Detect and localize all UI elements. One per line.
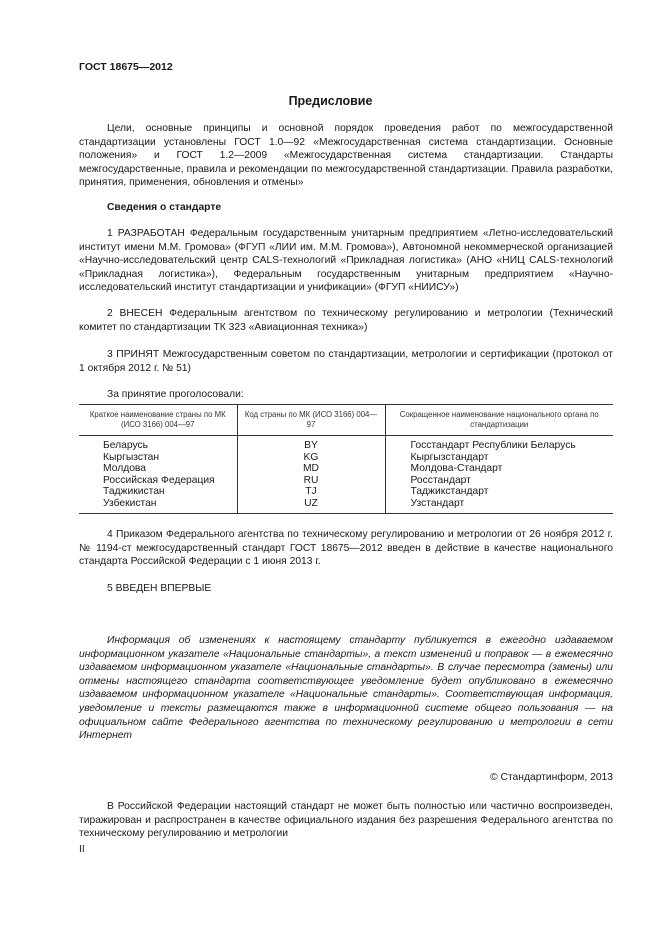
item-developed: 1 РАЗРАБОТАН Федеральным государственным унитарным предприятием «Летно-исследовательский институт имени М.М. Громова» (ФГУП «ЛИИ им. М.М. Громова»), Автономной некоммерческой организацией «Научно-исследовательский центр CALS-технологий «Прикладная логистика» (АНО «НИЦ CALS-технологий «Прикладная логистика»), Федеральным государственным унитарным предприятием «Научно-исследовательский институт стандартизации и унификации» (ФГУП «НИИСУ»)	[79, 228, 613, 294]
country-code: BY	[237, 436, 385, 452]
item-adopted: 3 ПРИНЯТ Межгосударственным советом по стандартизации, метрологии и сертификации (протокол от 1 октября 2012 г. № 51)	[79, 349, 613, 374]
table-row	[79, 463, 613, 475]
header-country-name: Краткое наименование страны по МК (ИСО 3166) 004—97	[79, 405, 237, 436]
copyright: © Стандартинформ, 2013	[490, 772, 613, 783]
table-row	[79, 475, 613, 487]
country-name: Беларусь	[103, 440, 149, 451]
country-code: TJ	[237, 486, 385, 498]
country-code: KG	[237, 452, 385, 464]
country-code: UZ	[237, 498, 385, 513]
item-order: 4 Приказом Федерального агентства по техническому регулированию и метрологии от 26 ноября 2012 г. № 1194-ст межгосударственный стандарт ГОСТ 18675—2012 введен в действие в качестве национального стандарта Российской Федерации с 1 июня 2013 г.	[79, 529, 613, 568]
page-title: Предисловие	[288, 94, 373, 108]
country-name: Кыргызстан	[103, 451, 160, 463]
country-name: Узбекистан	[79, 498, 237, 513]
header-country-code: Код страны по МК (ИСО 3166) 004—97	[237, 405, 385, 436]
document-id: ГОСТ 18675—2012	[79, 61, 173, 73]
national-body: Госстандарт Республики Беларусь	[385, 436, 613, 452]
page-number: II	[79, 844, 85, 855]
changes-notice: Информация об изменениях к настоящему стандарту публикуется в ежегодно издаваемом информационном указателе «Национальные стандарты», а текст изменений и поправок — в ежемесячно издаваемом информационном указателе «Национальные стандарты». В случае пересмотра (замены) или отмены настоящего стандарта соответствующее уведомление будет опубликовано в ежемесячно издаваемом информационном указателе «Национальные стандарты». Соответствующая информация, уведомление и тексты размещаются также в информационной системе общего пользования — на официальном сайте Федерального агентства по техническому регулированию и метрологии в сети Интернет	[79, 635, 613, 742]
country-code: MD	[237, 463, 385, 475]
header-national-body: Сокращенное наименование национального органа по стандартизации	[385, 405, 613, 436]
national-body: Кыргызстандарт	[385, 452, 613, 464]
table-row	[79, 498, 613, 513]
item-first-time: 5 ВВЕДЕН ВПЕРВЫЕ	[107, 583, 212, 594]
country-name: Российская Федерация	[103, 474, 215, 486]
table-row	[79, 486, 613, 498]
country-code: RU	[237, 475, 385, 487]
national-body: Узстандарт	[385, 498, 613, 513]
vote-table	[79, 404, 613, 514]
country-name: Таджикистан	[103, 486, 165, 498]
vote-table-header	[79, 405, 613, 436]
table-row	[79, 436, 613, 452]
intro-paragraph: Цели, основные принципы и основной порядок проведения работ по межгосударственной стандартизации установлены ГОСТ 1.0—92 «Межгосударственная система стандартизации. Основные положения» и ГОСТ 1.2—2009 «Межгосударственная система стандартизации. Стандарты межгосударственные, правила и рекомендации по межгосударственной стандартизации. Правила разработки, принятия, применения, обновления и отмены»	[79, 123, 613, 189]
reproduction-notice: В Российской Федерации настоящий стандарт не может быть полностью или частично воспроизведен, тиражирован и распространен в качестве официального издания без разрешения Федерального агентства по техническому регулированию и метрологии	[79, 801, 613, 840]
table-row	[79, 452, 613, 464]
national-body: Молдова-Стандарт	[385, 463, 613, 475]
standard-info-heading: Сведения о стандарте	[107, 202, 222, 213]
voted-label: За принятие проголосовали:	[107, 389, 244, 400]
national-body: Таджикстандарт	[385, 486, 613, 498]
national-body: Росстандарт	[385, 475, 613, 487]
country-name: Молдова	[103, 463, 147, 475]
item-introduced: 2 ВНЕСЕН Федеральным агентством по техническому регулированию и метрологии (Технический комитет по стандартизации ТК 323 «Авиационная техника»)	[79, 308, 613, 333]
